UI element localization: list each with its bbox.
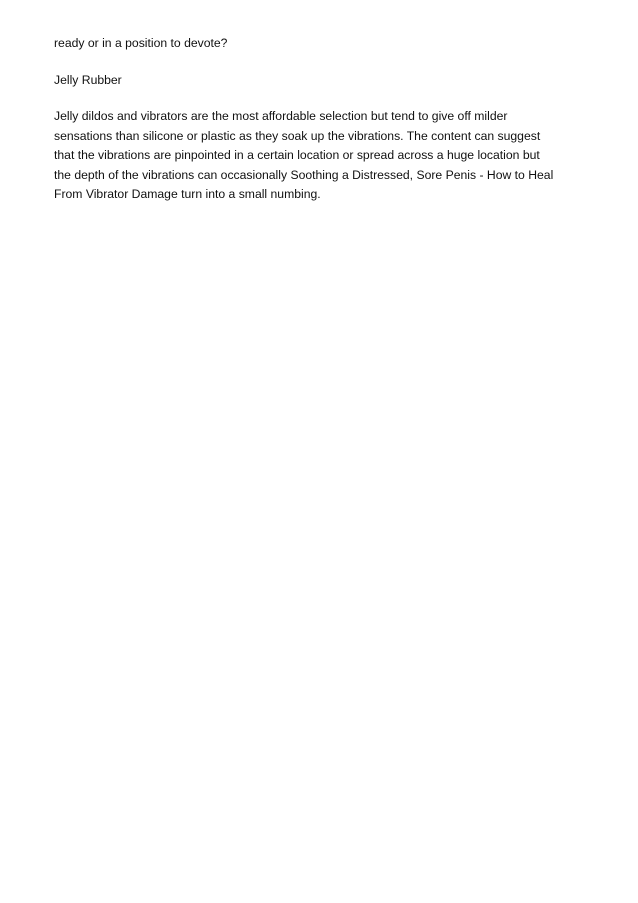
text-line: From Vibrator Damage turn into a small numbing. <box>54 187 321 201</box>
text-line: the depth of the vibrations can occasionally Soothing a Distressed, Sore Penis - How to Heal <box>54 167 554 182</box>
text-line: that the vibrations are pinpointed in a certain location or spread across a huge location but <box>54 148 540 162</box>
text-line: ready or in a position to devote? <box>54 36 228 50</box>
document-body <box>54 34 594 222</box>
heading-text: Jelly Rubber <box>54 72 122 87</box>
section-heading-jelly-rubber <box>54 71 594 91</box>
text-line: sensations than silicone or plastic as they soak up the vibrations. The content can suggest <box>54 128 541 143</box>
paragraph-jelly-rubber <box>54 107 594 205</box>
paragraph-intro <box>54 34 594 54</box>
text-line: Jelly dildos and vibrators are the most affordable selection but tend to give off milder <box>54 109 508 123</box>
